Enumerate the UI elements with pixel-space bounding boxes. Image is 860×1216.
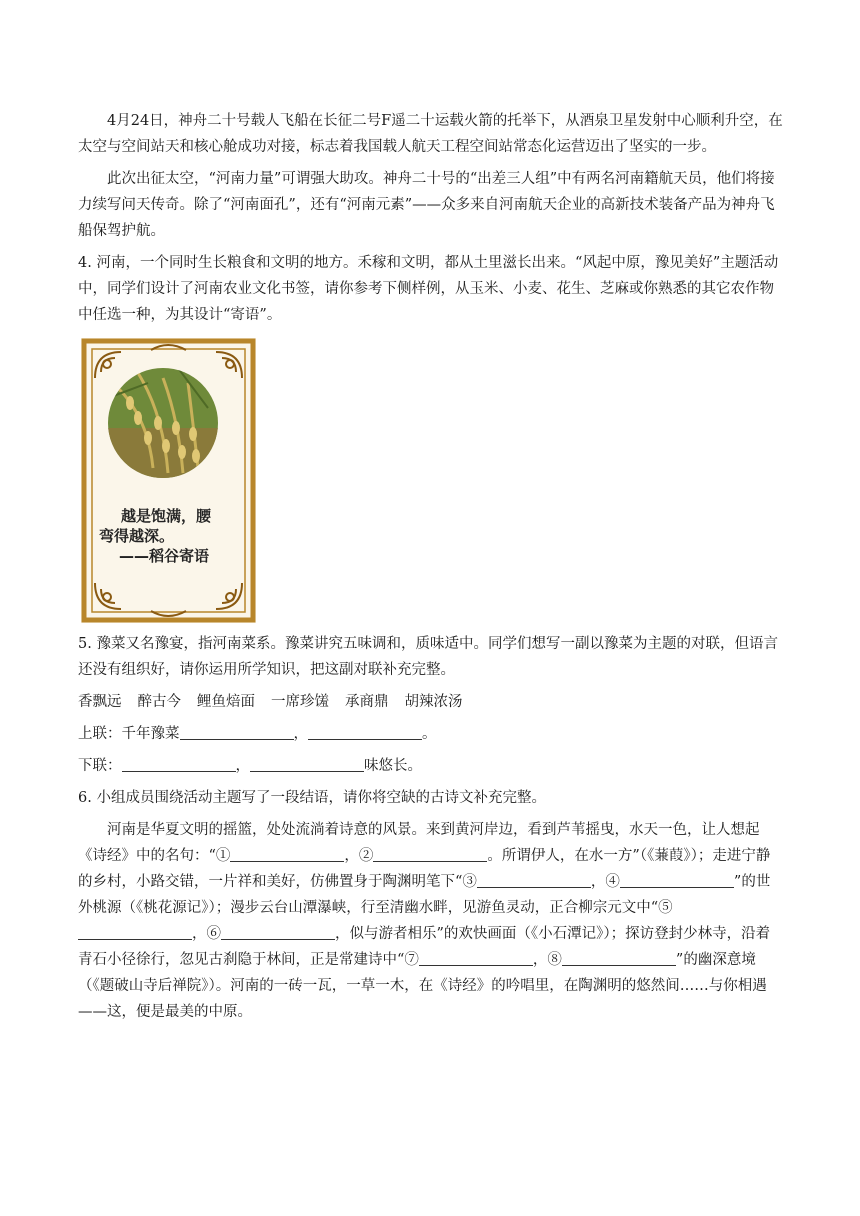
rice-bookmark-sample (81, 338, 256, 623)
answer-blank-6[interactable] (221, 922, 335, 940)
bookmark-line-1: 越是饱满，腰 (121, 507, 212, 525)
word-option: 香飘远 (78, 694, 122, 710)
answer-blank-2[interactable] (373, 844, 487, 862)
question-6: 6. 小组成员围绕活动主题写了一段结语，请你将空缺的古诗文补充完整。 (78, 790, 546, 806)
answer-blank[interactable] (250, 754, 364, 772)
bookmark-line-3: ——稻谷寄语 (119, 547, 210, 565)
answer-blank-8[interactable] (562, 948, 676, 966)
bookmark-line-2: 弯得越深。 (99, 527, 175, 545)
intro-paragraph-1: 4月24日，神舟二十号载人飞船在长征二号F遥二十运载火箭的托举下，从酒泉卫星发射中心顺利升空，在太空与空间站天和核心舱成功对接，标志着我国载人航天工程空间站常态化运营迈出了坚实的一步。 (78, 113, 783, 155)
answer-blank-4[interactable] (620, 870, 734, 888)
word-option: 承商鼎 (345, 694, 389, 710)
bookmark-message (99, 506, 244, 566)
intro-paragraph-2: 此次出征太空，“河南力量”可谓强大助攻。神舟二十号的“出差三人组”中有两名河南籍航天员，他们将接力续写问天传奇。除了“河南面孔”，还有“河南元素”——众多来自河南航天企业的高新技术装备产品为神舟飞船保驾护航。 (78, 171, 775, 239)
answer-blank-5[interactable] (78, 922, 192, 940)
answer-blank-7[interactable] (419, 948, 533, 966)
rice-ear-image (108, 368, 218, 478)
answer-blank[interactable] (308, 722, 422, 740)
document-content (78, 108, 784, 1025)
question-5: 5. 豫菜又名豫宴，指河南菜系。豫菜讲究五味调和，质味适中。同学们想写一副以豫菜为主题的对联，但语言还没有组织好，请你运用所学知识，把这副对联补充完整。 (78, 636, 778, 678)
conclusion-paragraph: 河南是华夏文明的摇篮，处处流淌着诗意的风景。来到黄河岸边，看到芦苇摇曳，水天一色，让人想起《诗经》中的名句：“① ，② 。所谓伊人，在水一方”（《蒹葭》）；走进宁静的乡村，小路交错，一片祥和美好，仿佛置身于陶渊明笔下“③ ，④ ”的世外桃源（《桃花源记》）；漫步云台山潭瀑峡，行至清幽水畔，见游鱼灵动，正合柳宗元文中“⑤，⑥ ，似与游者相乐”的欢快画面（《小石潭记》）；探访登封少林寺，沿着青石小径徐行，忽见古刹隐于林间，正是常建诗中“⑦ ，⑧ ”的幽深意境（《题破山寺后禅院》）。河南的一砖一瓦，一草一木，在《诗经》的吟唱里，在陶渊明的悠然间……与你相遇——这，便是最美的中原。 (78, 822, 771, 1020)
word-option: 醉古今 (137, 694, 181, 710)
couplet-word-options (78, 689, 784, 715)
answer-blank[interactable] (180, 722, 294, 740)
word-option: 胡辣浓汤 (404, 694, 463, 710)
upper-couplet: 上联：千年豫菜 ， 。 (78, 721, 784, 747)
answer-blank[interactable] (122, 754, 236, 772)
question-4: 4. 河南，一个同时生长粮食和文明的地方。禾稼和文明，都从土里滋长出来。“风起中原，豫见美好”主题活动中，同学们设计了河南农业文化书签，请你参考下侧样例，从玉米、小麦、花生、芝麻或你熟悉的其它农作物中任选一种，为其设计“寄语”。 (78, 255, 779, 323)
word-option: 一席珍馐 (271, 694, 329, 710)
lower-couplet: 下联： ， 味悠长。 (78, 753, 784, 779)
word-option: 鲤鱼焙面 (197, 694, 255, 710)
answer-blank-3[interactable] (477, 870, 591, 888)
answer-blank-1[interactable] (230, 844, 344, 862)
